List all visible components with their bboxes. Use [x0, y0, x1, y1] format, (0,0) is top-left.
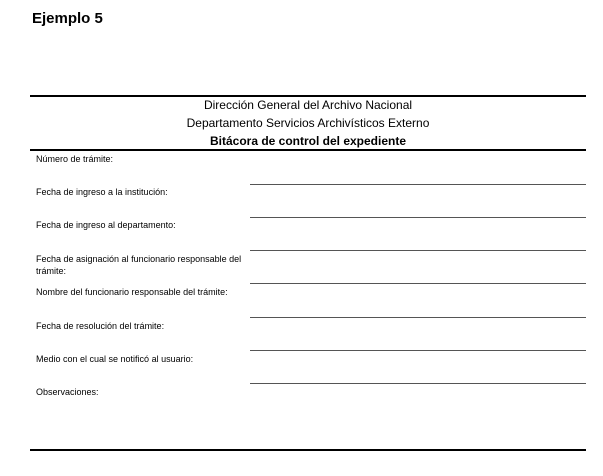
field-responsible-name-line	[250, 317, 586, 318]
header-department: Departamento Servicios Archivísticos Externo	[186, 116, 430, 130]
field-notification-method-line	[250, 383, 586, 384]
field-assignment-date-label: Fecha de asignación al funcionario responsable del trámite:	[36, 254, 242, 276]
header-institution: Dirección General del Archivo Nacional	[203, 98, 413, 112]
field-tramite-number-label: Número de trámite:	[36, 154, 114, 164]
top-rule	[30, 95, 586, 97]
field-responsible-name-label: Nombre del funcionario responsable del trámite:	[36, 287, 228, 297]
header-bottom-rule	[30, 149, 586, 151]
field-resolution-date-label: Fecha de resolución del trámite:	[36, 321, 165, 331]
field-department-entry-date-line	[250, 250, 586, 251]
field-institution-entry-date-label: Fecha de ingreso a la institución:	[36, 187, 168, 197]
header-form-title: Bitácora de control del expediente	[209, 134, 407, 148]
bottom-rule	[30, 449, 586, 451]
field-department-entry-date-label: Fecha de ingreso al departamento:	[36, 220, 176, 230]
field-resolution-date-line	[250, 350, 586, 351]
field-assignment-date-line	[250, 283, 586, 284]
field-tramite-number-line	[250, 184, 586, 185]
field-observations-label: Observaciones:	[36, 387, 99, 397]
example-title: Ejemplo 5	[32, 10, 103, 27]
field-institution-entry-date-line	[250, 217, 586, 218]
field-notification-method-label: Medio con el cual se notificó al usuario:	[36, 354, 194, 364]
